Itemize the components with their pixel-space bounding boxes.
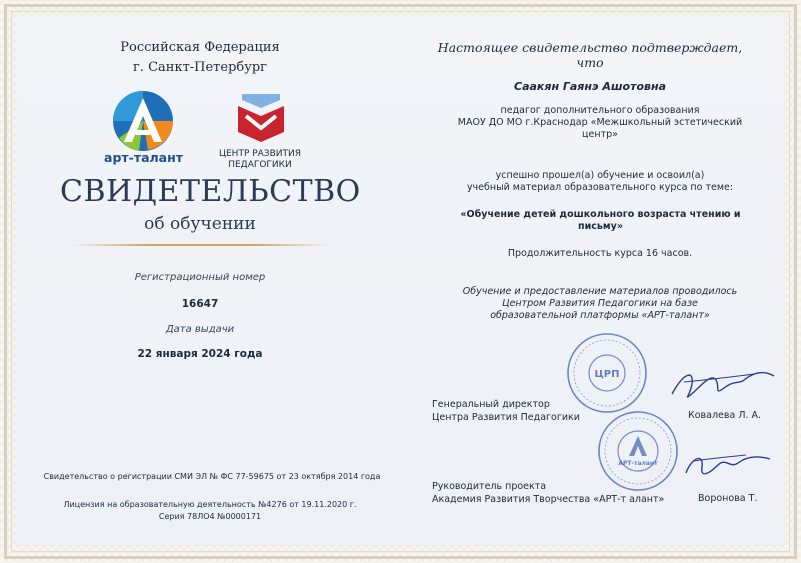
recipient-position	[440, 105, 760, 141]
course-line2: письму»	[578, 221, 623, 232]
position-line1: педагог дополнительного образования	[500, 105, 700, 116]
provided-line1: Обучение и предоставление материалов проводилось	[462, 286, 738, 297]
director-signature-icon	[664, 362, 779, 407]
crp-logo-line2: ПЕДАГОГИКИ	[228, 160, 292, 170]
provided-line3: образовательной платформы «АРТ-талант»	[490, 310, 710, 321]
confirms-statement: Настоящее свидетельство подтверждает, что	[437, 40, 743, 70]
art-talant-logo-text: арт-талант	[104, 150, 183, 165]
registration-number-label: Регистрационный номер	[134, 272, 266, 283]
completion-statement	[440, 170, 760, 194]
manager-name: Воронова Т.	[698, 493, 758, 504]
position-line2: МАОУ ДО МО г.Краснодар «Межшкольный эстетический	[457, 117, 743, 128]
license-line1: Лицензия на образовательную деятельность №4276 от 19.11.2020 г.	[63, 500, 357, 509]
position-line3: центр»	[582, 129, 618, 140]
completed-line1: успешно прошел(а) обучение и освоил(а)	[495, 170, 705, 181]
director-title	[432, 398, 632, 424]
manager-line1: Руководитель проекта	[432, 481, 547, 492]
registration-number: 16647	[181, 298, 219, 310]
course-duration: Продолжительность курса 16 часов.	[507, 248, 693, 259]
course-title	[448, 209, 753, 233]
svg-text:АРТ-талант: АРТ-талант	[618, 460, 658, 467]
provider-statement	[440, 286, 760, 322]
course-line1: «Обучение детей дошкольного возраста чтению и	[460, 209, 741, 220]
completed-line2: учебный материал образовательного курса по теме:	[466, 182, 734, 193]
manager-line2: Академия Развития Творчества «АРТ-т алант»	[432, 494, 665, 505]
smi-registration: Свидетельство о регистрации СМИ ЭЛ № ФС 77-59675 от 23 октября 2014 года	[43, 472, 381, 481]
crp-logo-text	[210, 149, 310, 171]
director-line1: Генеральный директор	[432, 399, 550, 410]
svg-text:ЦРП: ЦРП	[594, 369, 620, 380]
issuer-city: г. Санкт-Петербург	[133, 60, 267, 75]
director-name: Ковалева Л. А.	[688, 410, 762, 421]
certificate-subtitle: об обучении	[144, 214, 256, 234]
license-line2: Серия 78ЛО4 №0000171	[158, 512, 262, 521]
issuer-country: Российская Федерация	[120, 40, 280, 55]
director-line2: Центра Развития Педагогики	[432, 412, 580, 423]
crp-logo-icon	[234, 92, 288, 144]
recipient-name: Саакян Гаянэ Ашотовна	[514, 80, 666, 93]
crp-logo-line1: ЦЕНТР РАЗВИТИЯ	[219, 149, 301, 159]
license-info	[40, 499, 380, 523]
gold-divider	[72, 244, 330, 246]
certificate-title: СВИДЕТЕЛЬСТВО	[60, 174, 361, 209]
manager-title	[432, 480, 692, 506]
issue-date: 22 января 2024 года	[137, 348, 263, 360]
issue-date-label: Дата выдачи	[165, 324, 235, 335]
provided-line2: Центром Развития Педагогики на базе	[502, 298, 698, 309]
